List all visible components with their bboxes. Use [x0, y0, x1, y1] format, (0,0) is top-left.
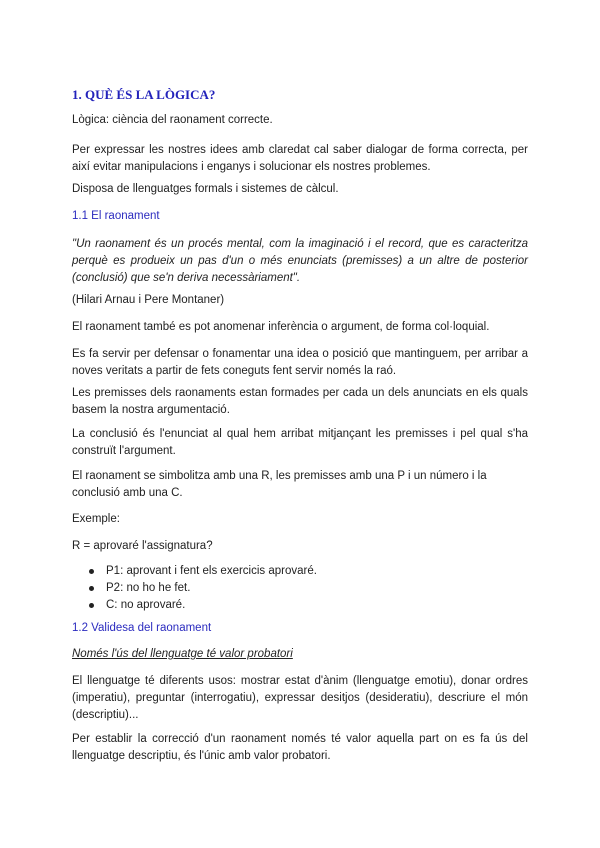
definition-paragraph: Lògica: ciència del raonament correcte. [72, 114, 273, 126]
probatory-paragraph: Per establir la correcció d'un raonament només té valor aquella part on es fa ús del llenguatge descriptiu, és l'únic amb valor probatori. [72, 733, 528, 762]
section-heading-reasoning: 1.1 El raonament [72, 210, 160, 222]
bullet-icon [89, 569, 94, 574]
bullet-icon [89, 603, 94, 608]
formal-languages-paragraph: Disposa de llenguatges formals i sistemes de càlcul. [72, 183, 339, 195]
premises-paragraph: Les premisses dels raonaments estan formades per cada un dels anunciats en els quals basem la nostra argumentació. [72, 387, 528, 416]
list-item-text: P2: no ho he fet. [106, 582, 191, 594]
example-list [72, 563, 528, 614]
list-item-text: P1: aprovant i fent els exercicis aprovaré. [106, 565, 317, 577]
list-item [72, 563, 528, 580]
example-reasoning: R = aprovaré l'assignatura? [72, 540, 213, 552]
language-uses-paragraph: El llenguatge té diferents usos: mostrar estat d'ànim (llenguatge emotiu), donar ordres (imperatiu), preguntar (interrogatiu), expressar desitjos (desideratiu), descriure el món (descriptiu)... [72, 675, 528, 721]
quote-paragraph: "Un raonament és un procés mental, com la imaginació i el record, que es caracteritza perquè es produeix un pas d'un o més enunciats (premisses) a un altre de posterior (conclusió) que se'n deriva necessàriament". [72, 238, 528, 284]
list-item-text: C: no aprovaré. [106, 599, 186, 611]
symbols-paragraph: El raonament se simbolitza amb una R, les premisses amb una P i un número i la conclusió amb una C. [72, 470, 487, 499]
example-label: Exemple: [72, 513, 120, 525]
intro-paragraph: Per expressar les nostres idees amb claredat cal saber dialogar de forma correcta, per així evitar manipulacions i enganys i solucionar els nostres problemes. [72, 144, 528, 173]
quote-attribution: (Hilari Arnau i Pere Montaner) [72, 294, 225, 306]
subheading-text: Només l'ús del llenguatge té valor probatori [72, 648, 293, 660]
inference-paragraph: El raonament també es pot anomenar inferència o argument, de forma col·loquial. [72, 321, 490, 333]
section-heading-validity: 1.2 Validesa del raonament [72, 622, 212, 634]
subheading [72, 646, 528, 663]
list-item [72, 597, 528, 614]
conclusion-paragraph: La conclusió és l'enunciat al qual hem arribat mitjançant les premisses i pel qual s'ha construït l'argument. [72, 428, 528, 457]
page-title: 1. QUÈ ÉS LA LÒGICA? [72, 87, 216, 102]
list-item [72, 580, 528, 597]
purpose-paragraph: Es fa servir per defensar o fonamentar una idea o posició que mantinguem, per arribar a noves veritats a partir de fets coneguts fent servir només la raó. [72, 348, 528, 377]
bullet-icon [89, 586, 94, 591]
